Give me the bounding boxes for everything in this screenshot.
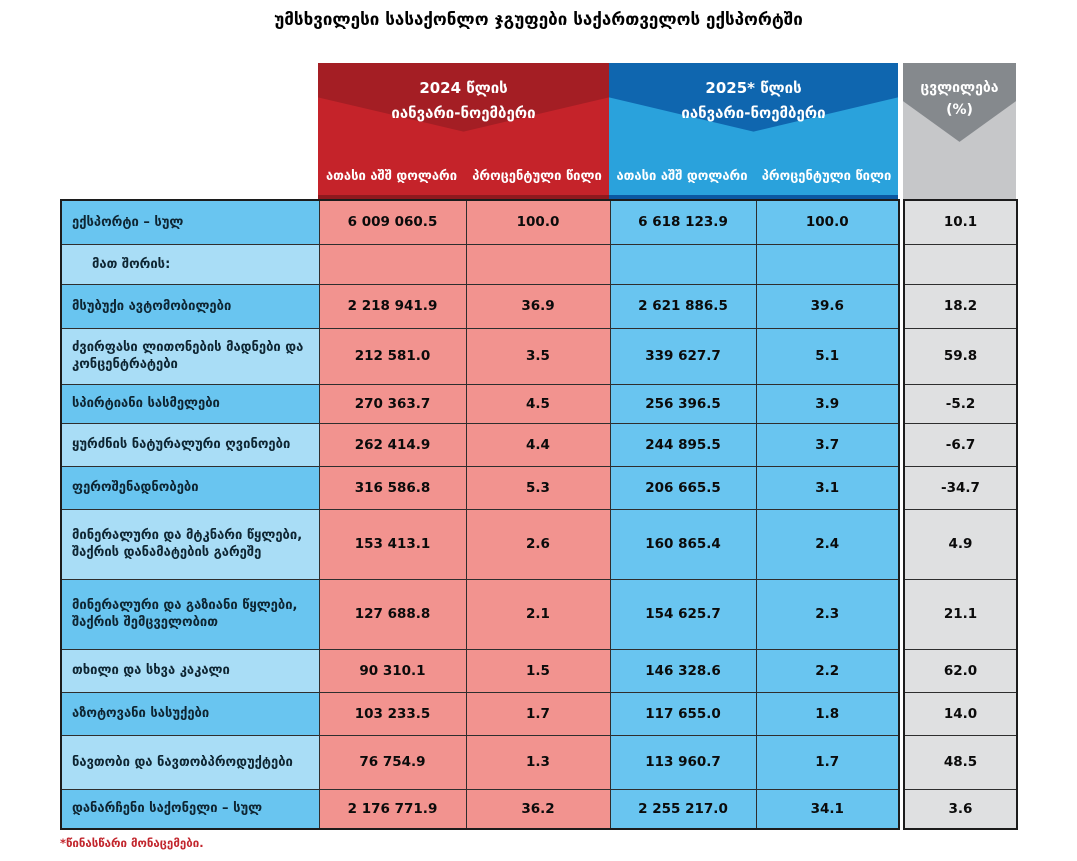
row-label-cell: მინერალური და მტკნარი წყლები, შაქრის დანამატების გარეშე [61, 509, 319, 579]
change-cell: 62.0 [904, 649, 1017, 692]
share-cell-2025: 2.3 [756, 579, 899, 649]
table-row [61, 692, 899, 735]
table-row [61, 284, 899, 328]
table-row [61, 789, 899, 829]
row-label-cell: დანარჩენი საქონელი – სულ [61, 789, 319, 829]
change-cell: 4.9 [904, 509, 1017, 579]
value-cell-2025: 2 255 217.0 [610, 789, 756, 829]
value-cell-2025: 256 396.5 [610, 384, 756, 423]
value-cell-2025: 160 865.4 [610, 509, 756, 579]
value-cell-2025: 2 621 886.5 [610, 284, 756, 328]
value-cell-2024: 76 754.9 [319, 735, 466, 789]
share-cell-2024: 3.5 [466, 328, 610, 384]
table-row [61, 509, 899, 579]
table-row [904, 328, 1017, 384]
share-cell-2024: 2.1 [466, 579, 610, 649]
share-cell-2025: 5.1 [756, 328, 899, 384]
row-label-cell: აზოტოვანი სასუქები [61, 692, 319, 735]
value-cell-2025: 154 625.7 [610, 579, 756, 649]
share-cell-2025: 100.0 [756, 200, 899, 244]
share-cell-2024: 100.0 [466, 200, 610, 244]
row-label-cell: ფეროშენადნობები [61, 466, 319, 509]
header-2025-period [609, 76, 898, 126]
table-row [61, 328, 899, 384]
row-label-cell: ძვირფასი ლითონების მადნები და კონცენტრატები [61, 328, 319, 384]
row-label-cell: მსუბუქი ავტომობილები [61, 284, 319, 328]
row-label-cell: ექსპორტი – სულ [61, 200, 319, 244]
value-cell-2024 [319, 244, 466, 284]
table-row [904, 735, 1017, 789]
row-label-cell: თხილი და სხვა კაკალი [61, 649, 319, 692]
change-cell: 10.1 [904, 200, 1017, 244]
row-label-cell: სპირტიანი სასმელები [61, 384, 319, 423]
value-cell-2024: 212 581.0 [319, 328, 466, 384]
header-2024-share-label: პროცენტული წილი [472, 169, 602, 184]
value-cell-2025 [610, 244, 756, 284]
page-title: უმსხვილესი სასაქონლო ჯგუფები საქართველოს ექსპორტში [274, 10, 803, 30]
table-row [904, 789, 1017, 829]
table-row [61, 649, 899, 692]
table-row [904, 692, 1017, 735]
header-2024-period [318, 76, 609, 126]
change-cell: 48.5 [904, 735, 1017, 789]
table-row [904, 509, 1017, 579]
share-cell-2025: 39.6 [756, 284, 899, 328]
header-change-line1: ცვლილება [920, 80, 999, 96]
share-cell-2025: 34.1 [756, 789, 899, 829]
share-cell-2024: 36.9 [466, 284, 610, 328]
table-row [61, 579, 899, 649]
share-cell-2025: 3.9 [756, 384, 899, 423]
table-row [61, 384, 899, 423]
share-cell-2024: 36.2 [466, 789, 610, 829]
value-cell-2025: 244 895.5 [610, 423, 756, 466]
value-cell-2024: 6 009 060.5 [319, 200, 466, 244]
share-cell-2025: 1.8 [756, 692, 899, 735]
value-cell-2024: 90 310.1 [319, 649, 466, 692]
value-cell-2024: 316 586.8 [319, 466, 466, 509]
header-2024-year: 2024 წლის [419, 79, 508, 97]
header-2025-subcolumns [609, 168, 898, 186]
table-row [61, 200, 899, 244]
row-label-cell: მინერალური და გაზიანი წყლები, შაქრის შემცველობით [61, 579, 319, 649]
table-row [904, 200, 1017, 244]
change-cell: 59.8 [904, 328, 1017, 384]
value-cell-2024: 103 233.5 [319, 692, 466, 735]
share-cell-2024: 2.6 [466, 509, 610, 579]
row-label-cell: ყურძნის ნატურალური ღვინოები [61, 423, 319, 466]
change-cell: -5.2 [904, 384, 1017, 423]
table-row [904, 466, 1017, 509]
row-label-cell: ნავთობი და ნავთობპროდუქტები [61, 735, 319, 789]
header-change [903, 63, 1016, 199]
change-cell: -34.7 [904, 466, 1017, 509]
value-cell-2024: 270 363.7 [319, 384, 466, 423]
change-cell: 18.2 [904, 284, 1017, 328]
header-2025-share-label: პროცენტული წილი [761, 169, 892, 184]
change-cell: 3.6 [904, 789, 1017, 829]
share-cell-2024: 4.5 [466, 384, 610, 423]
value-cell-2025: 339 627.7 [610, 328, 756, 384]
table-row [61, 735, 899, 789]
table-row [61, 466, 899, 509]
change-cell: 21.1 [904, 579, 1017, 649]
share-cell-2025: 1.7 [756, 735, 899, 789]
table-row [904, 384, 1017, 423]
share-cell-2025: 3.7 [756, 423, 899, 466]
header-2024 [318, 63, 609, 199]
header-2025-value-label: ათასი აშშ დოლარი [616, 169, 748, 184]
share-cell-2024: 1.3 [466, 735, 610, 789]
table-row [904, 423, 1017, 466]
exports-table [60, 199, 900, 830]
value-cell-2025: 6 618 123.9 [610, 200, 756, 244]
table-row [61, 244, 899, 284]
header-2024-subcolumns [318, 168, 609, 186]
value-cell-2024: 2 176 771.9 [319, 789, 466, 829]
change-column-table [903, 199, 1018, 830]
table-row [904, 649, 1017, 692]
footnote: *წინასწარი მონაცემები. [60, 836, 204, 850]
change-cell [904, 244, 1017, 284]
share-cell-2025 [756, 244, 899, 284]
value-cell-2025: 206 665.5 [610, 466, 756, 509]
share-cell-2025: 3.1 [756, 466, 899, 509]
value-cell-2025: 146 328.6 [610, 649, 756, 692]
value-cell-2024: 127 688.8 [319, 579, 466, 649]
row-label-cell: მათ შორის: [61, 244, 319, 284]
header-2025 [609, 63, 898, 199]
change-cell: -6.7 [904, 423, 1017, 466]
share-cell-2025: 2.2 [756, 649, 899, 692]
table-row [61, 423, 899, 466]
value-cell-2024: 2 218 941.9 [319, 284, 466, 328]
share-cell-2024: 5.3 [466, 466, 610, 509]
header-2025-months: იანვარი-ნოემბერი [681, 104, 826, 122]
table-row [904, 284, 1017, 328]
change-cell: 14.0 [904, 692, 1017, 735]
value-cell-2025: 113 960.7 [610, 735, 756, 789]
share-cell-2024: 1.5 [466, 649, 610, 692]
value-cell-2024: 153 413.1 [319, 509, 466, 579]
table-row [904, 244, 1017, 284]
header-change-label [903, 77, 1016, 121]
table-row [904, 579, 1017, 649]
header-2025-year: 2025* წლის [705, 79, 802, 97]
share-cell-2025: 2.4 [756, 509, 899, 579]
share-cell-2024: 4.4 [466, 423, 610, 466]
value-cell-2024: 262 414.9 [319, 423, 466, 466]
share-cell-2024: 1.7 [466, 692, 610, 735]
header-change-line2: (%) [946, 102, 973, 118]
value-cell-2025: 117 655.0 [610, 692, 756, 735]
header-2024-months: იანვარი-ნოემბერი [391, 104, 536, 122]
share-cell-2024 [466, 244, 610, 284]
header-2024-value-label: ათასი აშშ დოლარი [325, 169, 458, 184]
